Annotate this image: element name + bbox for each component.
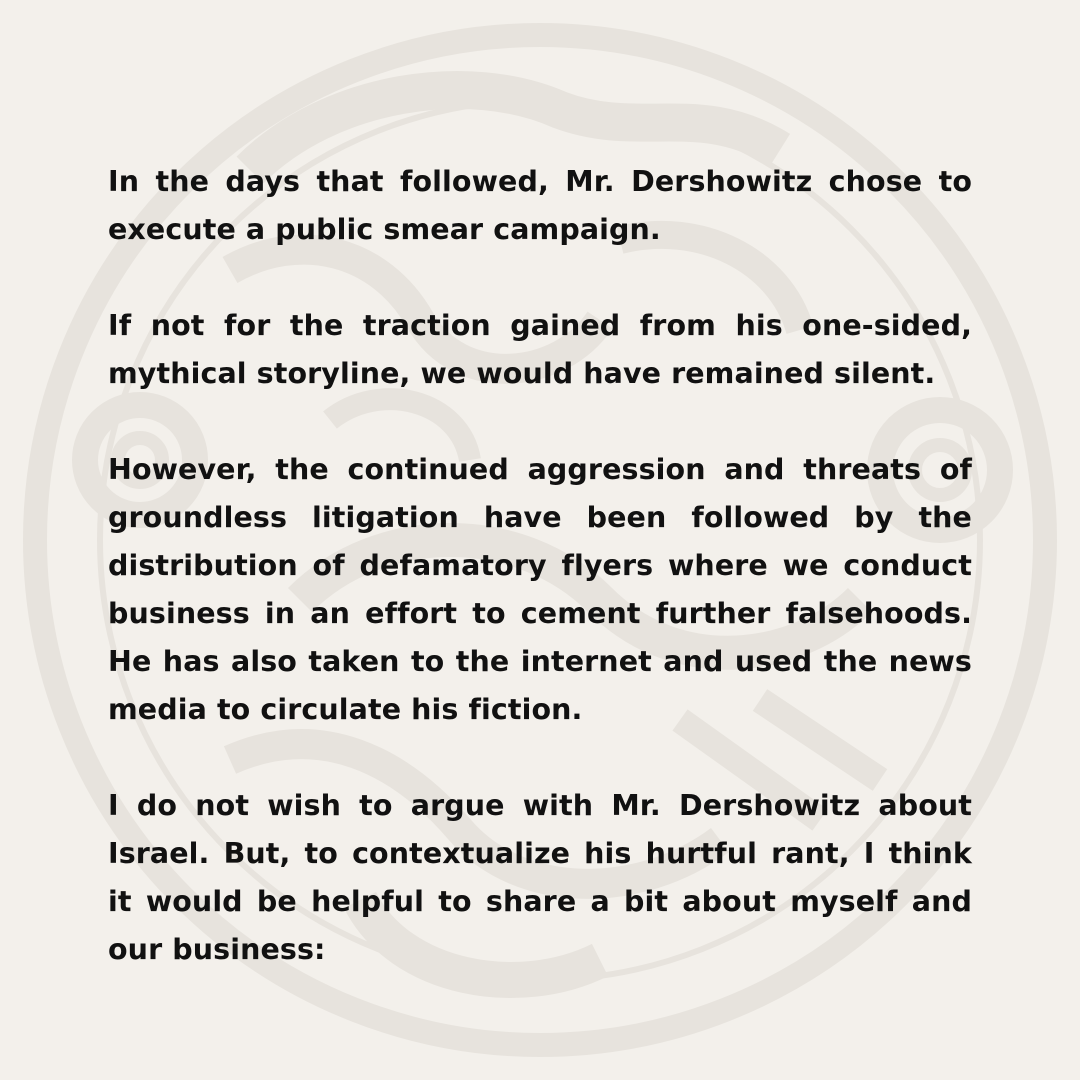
- paragraph-about-business: I do not wish to argue with Mr. Dershowitz about Israel. But, to contextualize his hurtful rant, I think it would be helpful to share a bit about myself and our business:: [108, 789, 972, 966]
- paragraph-defamatory-flyers: However, the continued aggression and threats of groundless litigation have been followed by the distribution of defamatory flyers where we conduct business in an effort to cement further falsehoods. He has also taken to the internet and used the news media to circulate his fiction.: [108, 453, 972, 726]
- paragraph-remained-silent: If not for the traction gained from his one-sided, mythical storyline, we would have remained silent.: [108, 309, 972, 390]
- paragraph-smear-campaign: In the days that followed, Mr. Dershowitz chose to execute a public smear campaign.: [108, 165, 972, 246]
- statement-text-block: [108, 158, 972, 974]
